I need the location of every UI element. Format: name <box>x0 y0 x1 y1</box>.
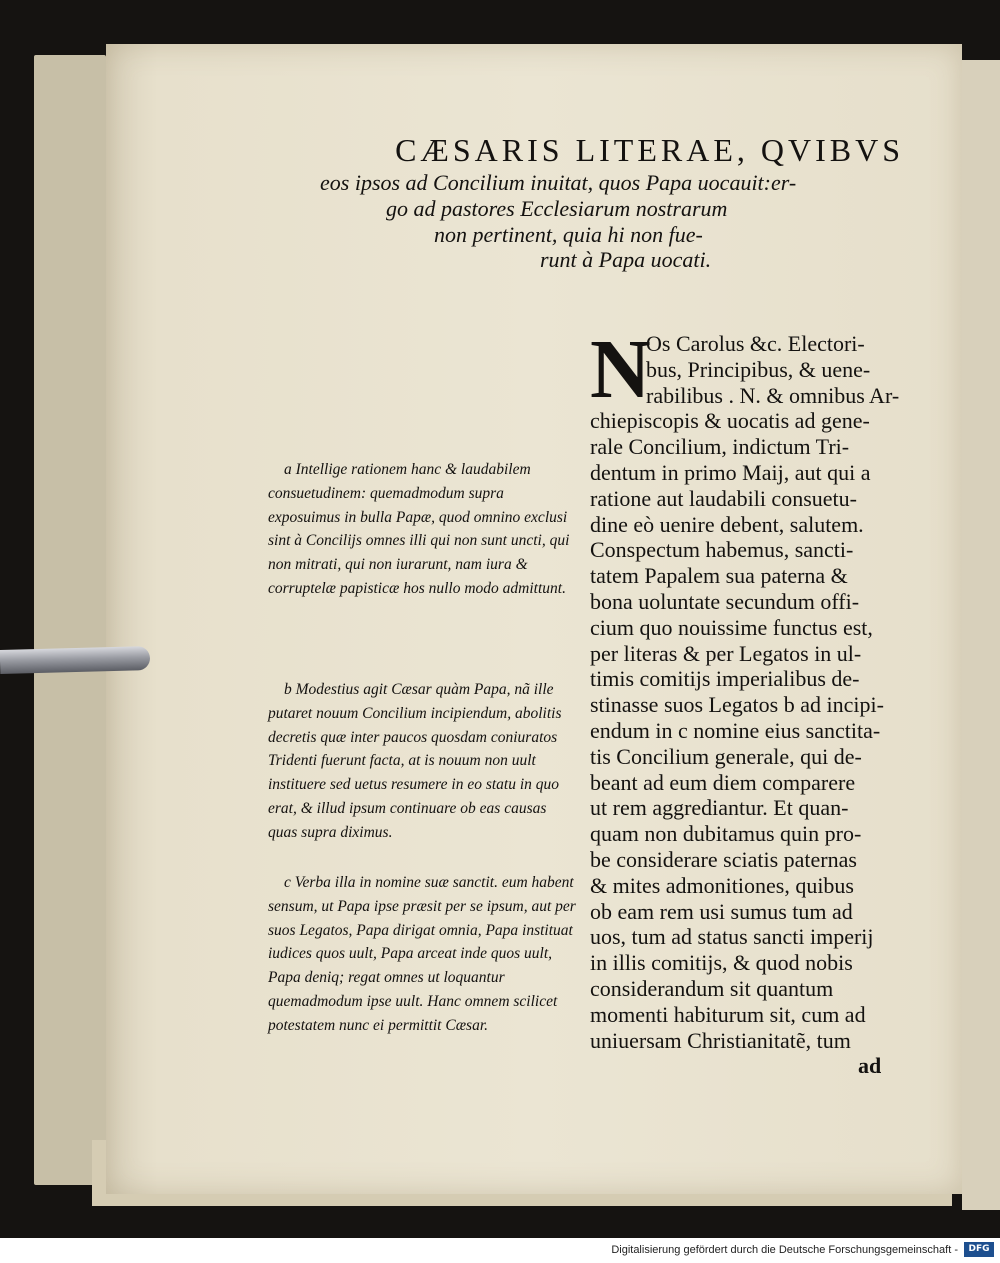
note-text: b Modestius agit Cæsar quàm Papa, nã ille putaret nouum Concilium incipiendum, abolitis decretis quæ inter paucos quosdam coniuratos Tridenti fuerunt facta, at is nouum non uult instituere sed uetus resumere in eo statu in quo erat, & illud ipsum continuare ob eas causas quas supra diximus. <box>268 681 562 841</box>
body-text-line: ut rem aggrediantur. Et quan- <box>590 795 849 821</box>
next-page-edge <box>962 60 1000 1210</box>
body-text-line: be considerare sciatis paternas <box>590 847 857 872</box>
body-text-line: quam non dubitamus quin pro- <box>590 821 862 847</box>
dfg-logo: DFG <box>964 1242 994 1257</box>
body-text-line: tis Concilium generale, qui de- <box>590 743 862 769</box>
title-heading: CÆSARIS LITERAE, QVIBVS <box>395 132 904 168</box>
body-text-line: per literas & per Legatos in ul- <box>590 640 862 666</box>
body-text-line: dine eò uenire debent, salutem. <box>590 511 864 537</box>
body-text-line: uniuersam Christianitatẽ, tum <box>590 1027 851 1053</box>
title-line: go ad pastores Ecclesiarum nostrarum <box>386 196 728 221</box>
title-line: runt à Papa uocati. <box>540 247 712 272</box>
title-line: eos ipsos ad Concilium inuitat, quos Papa uocauit:er- <box>320 170 797 195</box>
body-text-line: endum in c nomine eius sanctita- <box>590 718 881 743</box>
body-text-line: momenti habiturum sit, cum ad <box>590 1001 866 1027</box>
footer-credit: Digitalisierung gefördert durch die Deutsche Forschungsgemeinschaft - <box>611 1244 958 1256</box>
drop-cap: N <box>590 323 651 416</box>
body-text-line: ad <box>858 1053 882 1079</box>
body-text-line: Conspectum habemus, sancti- <box>590 537 854 563</box>
body-text-line: tatem Papalem sua paterna & <box>590 563 848 589</box>
body-text-line: considerandum sit quantum <box>590 976 834 1001</box>
body-text-line: bona uoluntate secundum offi- <box>590 589 860 614</box>
marginal-note-b <box>268 678 578 845</box>
body-text-line: rale Concilium, indictum Tri- <box>590 434 850 460</box>
body-text-line: & mites admonitiones, quibus <box>590 872 854 898</box>
body-text-line: beant ad eum diem comparere <box>590 769 856 795</box>
title-line: non pertinent, quia hi non fue- <box>434 222 703 247</box>
note-text: c Verba illa in nomine suæ sanctit. eum habent sensum, ut Papa ipse præsit per se ipsum, aut per suos Legatos, Papa dirigat omnia, Papa instituat iudices quos uult, Papa arceat inde quos uult, Papa deniq; regat omnes ut loquantur quemadmodum ipse uult. Hanc omnem scilicet potestatem nunc ei permittit Cæsar. <box>268 874 576 1034</box>
footer-bar <box>0 1238 1000 1263</box>
body-text-line: in illis comitijs, & quod nobis <box>590 950 853 976</box>
body-text-line: ob eam rem usi sumus tum ad <box>590 898 853 924</box>
body-text-line: uos, tum ad status sancti imperij <box>590 924 874 950</box>
body-text-line: bus, Principibus, & uene- <box>646 356 871 382</box>
body-text-line: cium quo nouissime functus est, <box>590 614 873 640</box>
pen-pointer <box>0 646 150 674</box>
back-page-edge <box>34 55 106 1185</box>
body-text-line: timis comitijs imperialibus de- <box>590 666 860 692</box>
body-text-line: stinasse suos Legatos b ad incipi- <box>590 692 884 718</box>
note-text: a Intellige rationem hanc & laudabilem consuetudinem: quemadmodum supra exposuimus in bulla Papæ, quod omnino exclusi sint à Concilijs omnes illi qui non sunt uncti, qui non mitrati, qui non iurarunt, nam iura & corruptelæ papisticæ hos nullo modo admittunt. <box>268 461 570 597</box>
body-text-line: rabilibus . N. & omnibus Ar- <box>646 382 900 408</box>
body-text-line: ratione aut laudabili consuetu- <box>590 485 857 511</box>
body-text-line: chiepiscopis & uocatis ad gene- <box>590 408 870 434</box>
marginal-note-a <box>268 458 578 601</box>
body-text-line: dentum in primo Maij, aut qui a <box>590 460 871 485</box>
marginal-note-c <box>268 871 578 1038</box>
body-text-line: Os Carolus &c. Electori- <box>646 331 865 356</box>
